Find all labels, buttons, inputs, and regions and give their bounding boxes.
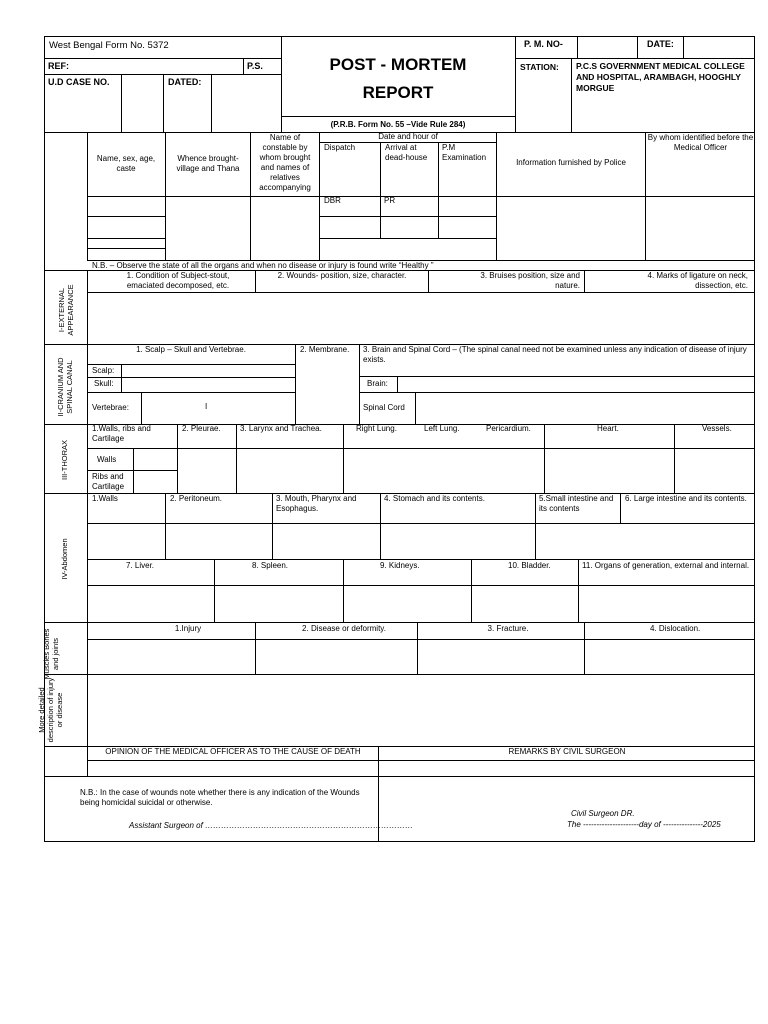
ud-case-label: U.D CASE NO. <box>48 77 110 87</box>
identified-by-header: By whom identified before the Medical Officer <box>647 133 754 152</box>
thorax-col-vessels: Vessels. <box>702 424 732 433</box>
walls-label: Walls <box>97 455 117 464</box>
abdomen-col-mouth: 3. Mouth, Pharynx and Esophagus. <box>276 494 357 513</box>
thorax-col-larynx: 3. Larynx and Trachea. <box>240 424 322 433</box>
pr-label: PR <box>384 196 396 205</box>
abdomen-col-liver: 7. Liver. <box>126 561 155 570</box>
thorax-col-pleurae: 2. Pleurae. <box>182 424 221 433</box>
ps-label: P.S. <box>247 61 263 71</box>
external-col-bruises: 3. Bruises position, size and nature. <box>480 271 580 290</box>
civil-surgeon-signature: Civil Surgeon DR. <box>571 809 635 818</box>
external-col-wounds: 2. Wounds- position, size, character. <box>277 271 407 280</box>
section-cranium-label: II-CRANIUM AND SPINAL CANAL <box>56 357 74 417</box>
spinal-cord-label: Spinal Cord <box>363 403 405 412</box>
abdomen-col-small-intestine: 5.Small intestine and its contents <box>539 494 614 513</box>
muscles-col-fracture: 3. Fracture. <box>487 624 529 633</box>
civil-surgeon-date: The ---------------------day of ---------------2025 <box>567 820 721 829</box>
prb-reference: (P.R.B. Form No. 55 –Vide Rule 284) <box>330 120 466 129</box>
external-col-condition: 1. Condition of Subject-stout, emaciated decomposed, etc. <box>126 271 230 290</box>
date-hour-header: Date and hour of <box>378 132 438 141</box>
cranium-col-brain: 3. Brain and Spinal Cord – (The spinal canal need not be examined unless any indication of disease of injury exists. <box>363 345 747 364</box>
thorax-col-right-lung: Right Lung. <box>356 424 397 433</box>
pm-no-label: P. M. NO- <box>524 39 563 49</box>
ribs-cartilage-label: Ribs and Cartilage <box>92 472 125 491</box>
pm-exam-header: P.M Examination <box>442 143 487 162</box>
station-value: P.C.S GOVERNMENT MEDICAL COLLEGE AND HOSPITAL, ARAMBAGH, HOOGHLY MORGUE <box>576 61 745 93</box>
abdomen-col-walls: 1.Walls <box>92 494 118 503</box>
muscles-col-injury: 1.Injury <box>174 624 202 633</box>
muscles-col-disease: 2. Disease or deformity. <box>302 624 386 633</box>
external-col-ligature: 4. Marks of ligature on neck, dissection, etc. <box>647 271 748 290</box>
abdomen-col-spleen: 8. Spleen. <box>252 561 289 570</box>
thorax-col-heart: Heart. <box>597 424 619 433</box>
brain-label: Brain: <box>367 379 388 388</box>
abdomen-col-peritoneum: 2. Peritoneum. <box>170 494 223 503</box>
dispatch-header: Dispatch <box>324 143 356 152</box>
skull-label: Skull: <box>94 379 114 388</box>
section-abdomen-label: IV-Abdomen <box>60 538 69 580</box>
remarks-header: REMARKS BY CIVIL SURGEON <box>508 747 626 756</box>
abdomen-col-large-intestine: 6. Large intestine and its contents. <box>625 494 747 503</box>
abdomen-col-organs-generation: 11. Organs of generation, external and internal. <box>582 561 750 570</box>
station-label: STATION: <box>520 62 559 72</box>
vertebrae-mark: I <box>205 402 208 411</box>
page-title: POST - MORTEM <box>329 55 467 74</box>
whence-brought-header: Whence brought- village and Thana <box>176 154 240 173</box>
ref-label: REF: <box>48 61 69 71</box>
form-number: West Bengal Form No. 5372 <box>49 40 169 51</box>
abdomen-col-kidneys: 9. Kidneys. <box>380 561 420 570</box>
vertebrae-label: Vertebrae: <box>92 403 129 412</box>
name-sex-age-header: Name, sex, age, caste <box>96 154 156 173</box>
nb-wounds: N.B.: In the case of wounds note whether there is any indication of the Wounds being homicidal suicidal or otherwise. <box>80 788 360 807</box>
abdomen-col-bladder: 10. Bladder. <box>508 561 551 570</box>
abdomen-col-stomach: 4. Stomach and its contents. <box>384 494 485 503</box>
section-external-label: I-EXTERNAL APPEARANCE <box>57 284 75 336</box>
arrival-header: Arrival at dead-house <box>385 143 428 162</box>
constable-header: Name of constable by whom brought and names of relatives accompanying <box>259 133 311 192</box>
thorax-col-left-lung: Left Lung. <box>424 424 460 433</box>
section-detailed-label: More detailed description of injury or disease <box>37 677 64 743</box>
cranium-col-scalp-skull: 1. Scalp – Skull and Vertebrae. <box>136 345 246 354</box>
date-label: DATE: <box>647 39 674 49</box>
section-muscles-label: Muscles Bones and joints <box>42 628 60 680</box>
assistant-surgeon-signature: Assistant Surgeon of …………………………………………………………………… <box>129 821 414 830</box>
thorax-col-pericardium: Pericardium. <box>486 424 531 433</box>
nb-observe: N.B. – Observe the state of all the organs and when no disease or injury is found write “Healthy ” <box>92 261 434 270</box>
page-title-line2: REPORT <box>362 83 434 102</box>
scalp-label: Scalp: <box>92 366 115 375</box>
dbr-label: DBR <box>324 196 341 205</box>
dated-label: DATED: <box>168 77 202 87</box>
thorax-col-walls: 1.Walls, ribs and Cartilage <box>92 424 151 443</box>
police-info-header: Information furnished by Police <box>516 158 626 167</box>
muscles-col-dislocation: 4. Dislocation. <box>650 624 701 633</box>
opinion-header: OPINION OF THE MEDICAL OFFICER AS TO THE CAUSE OF DEATH <box>105 747 361 756</box>
section-thorax-label: III-THORAX <box>60 440 69 481</box>
cranium-col-membrane: 2. Membrane. <box>300 345 350 354</box>
